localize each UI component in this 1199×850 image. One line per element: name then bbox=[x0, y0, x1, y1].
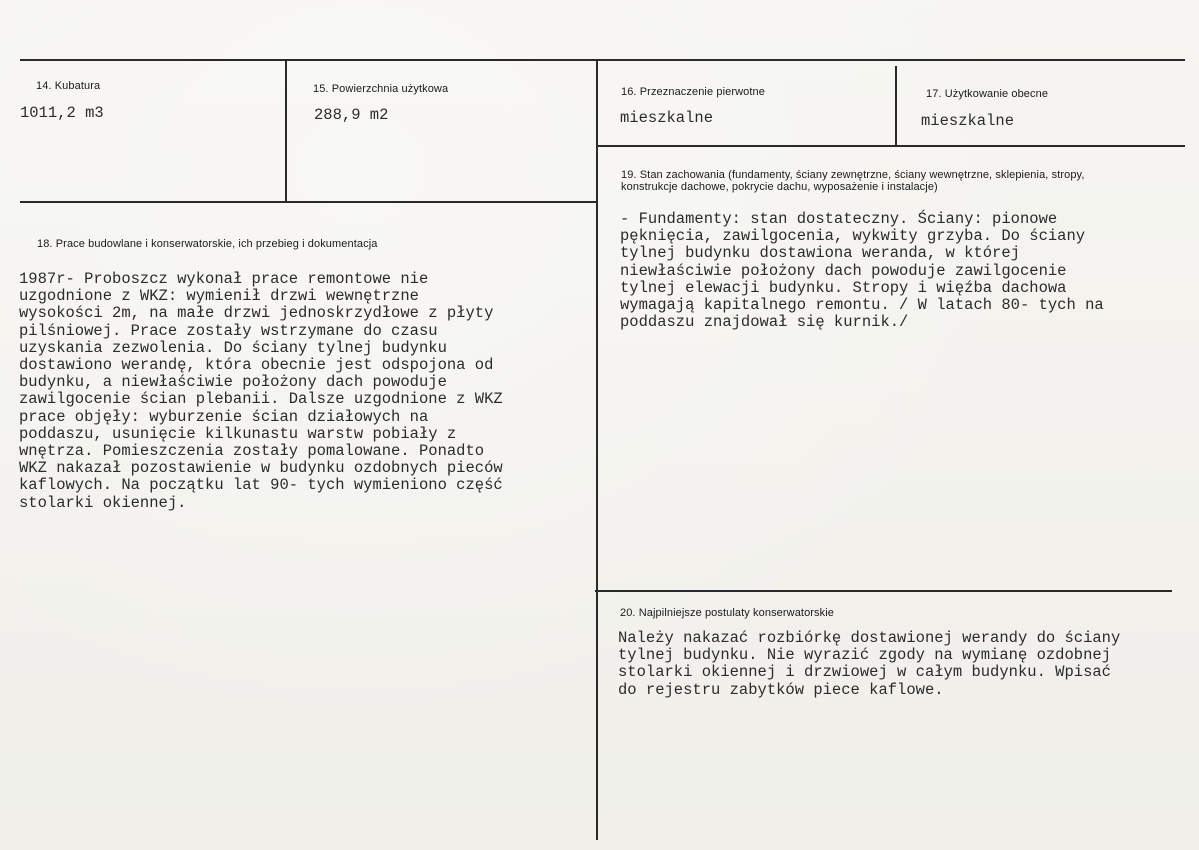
text-line: poddaszu znajdował się kurnik./ bbox=[620, 313, 909, 332]
text-line: prace objęły: wyburzenie ścian działowych na bbox=[19, 407, 429, 426]
field-16-value: mieszkalne bbox=[620, 109, 714, 127]
text-line: uzyskania zezwolenia. Do ściany tylnej budynku bbox=[19, 338, 447, 357]
text-line: budynku, a niewłaściwie położony dach powoduje bbox=[19, 373, 447, 392]
text-line: tylnej elewacji budynku. Stropy i więźba dachowa bbox=[620, 278, 1067, 297]
text-line: dostawiono werandę, która obecnie jest odspojona od bbox=[19, 356, 494, 375]
field-18-label: 18. Prace budowlane i konserwatorskie, ich przebieg i dokumentacja bbox=[37, 238, 378, 250]
text-line: stolarki okiennej i drzwiowej w całym budynku. Wpisać bbox=[618, 663, 1111, 682]
text-line: wysokości 2m, na małe drzwi jednoskrzydłowe z płyty bbox=[19, 304, 494, 323]
divider-14-15 bbox=[285, 60, 287, 202]
text-line: zawilgocenie ścian plebanii. Dalsze uzgodnione z WKZ bbox=[19, 390, 503, 409]
text-line: pilśniowej. Prace zostały wstrzymane do czasu bbox=[19, 321, 438, 340]
text-line: 1987r- Proboszcz wykonał prace remontowe nie bbox=[19, 270, 429, 288]
text-line: wnętrza. Pomieszczenia zostały pomalowane. Ponadto bbox=[19, 442, 485, 461]
divider-16-17 bbox=[895, 66, 897, 146]
field-15-label: 15. Powierzchnia użytkowa bbox=[313, 83, 449, 95]
field-19-label-line1: 19. Stan zachowania (fundamenty, ściany zewnętrzne, ściany wewnętrzne, sklepienia, stropy, bbox=[621, 169, 1085, 181]
text-line: WKZ nakazał pozostawienie w budynku ozdobnych pieców bbox=[19, 459, 503, 478]
field-19-label-line2: konstrukcje dachowe, pokrycie dachu, wyposażenie i instalacje) bbox=[621, 181, 938, 193]
text-line: - Fundamenty: stan dostateczny. Ściany: pionowe bbox=[620, 210, 1058, 228]
text-line: tylnej budynku. Nie wyrazić zgody na wymianę ozdobnej bbox=[618, 646, 1111, 665]
rule-above-20 bbox=[595, 590, 1172, 592]
text-line: poddaszu, usunięcie kilkunastu warstw pobiały z bbox=[19, 424, 457, 443]
text-line: tylnej budynku dostawiona weranda, w której bbox=[620, 244, 1020, 263]
text-line: uzgodnione z WKZ: wymienił drzwi wewnętrzne bbox=[19, 287, 419, 306]
field-14-label: 14. Kubatura bbox=[36, 80, 101, 92]
rule-under-14-15 bbox=[20, 201, 598, 203]
rule-under-16-17 bbox=[598, 145, 1185, 147]
top-rule bbox=[20, 59, 1185, 61]
text-line: niewłaściwie położony dach powoduje zawilgocenie bbox=[620, 261, 1067, 280]
field-15-value: 288,9 m2 bbox=[314, 106, 389, 124]
field-20-label: 20. Najpilniejsze postulaty konserwatorskie bbox=[620, 607, 835, 619]
text-line: Należy nakazać rozbiórkę dostawionej werandy do ściany bbox=[618, 629, 1121, 647]
field-18-text bbox=[19, 271, 503, 512]
text-line: do rejestru zabytków piece kaflowe. bbox=[618, 680, 944, 699]
field-19-text bbox=[620, 211, 1104, 331]
field-17-value: mieszkalne bbox=[921, 112, 1015, 130]
field-17-label: 17. Użytkowanie obecne bbox=[926, 88, 1049, 100]
main-vertical-divider bbox=[596, 60, 598, 840]
text-line: kaflowych. Na początku lat 90- tych wymieniono część bbox=[19, 476, 503, 495]
field-20-text bbox=[618, 630, 1120, 699]
text-line: wymagają kapitalnego remontu. / W latach 80- tych na bbox=[620, 296, 1104, 315]
field-14-value: 1011,2 m3 bbox=[20, 104, 104, 122]
field-16-label: 16. Przeznaczenie pierwotne bbox=[621, 86, 765, 98]
text-line: pęknięcia, zawilgocenia, wykwity grzyba. Do ściany bbox=[620, 227, 1086, 246]
text-line: stolarki okiennej. bbox=[19, 493, 187, 512]
